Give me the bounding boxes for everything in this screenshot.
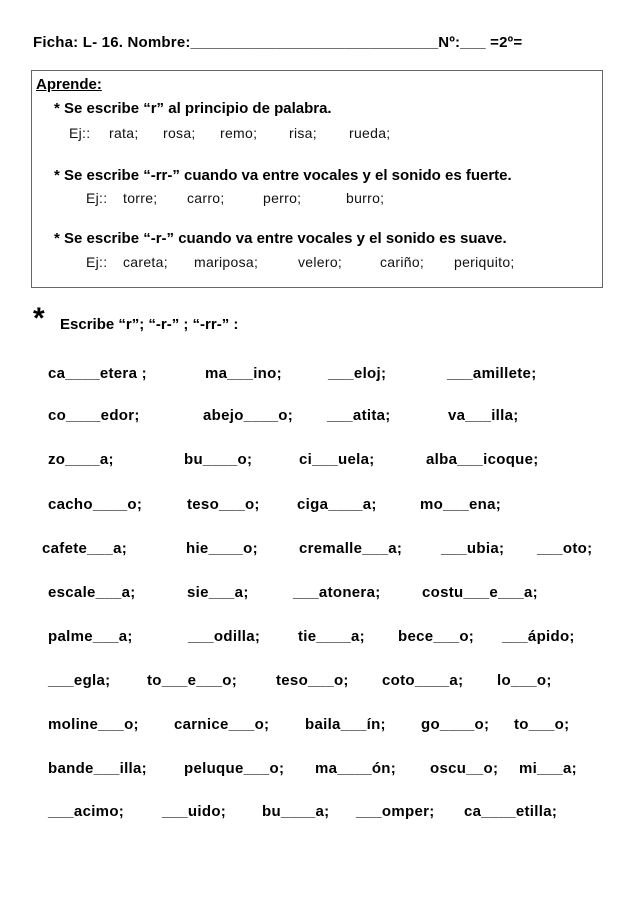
example-word: periquito; (454, 254, 515, 270)
fill-in-word: mo___ena; (420, 496, 502, 513)
exercise-row (0, 496, 638, 516)
fill-in-word: ___eloj; (328, 365, 387, 382)
fill-in-word: ma____ón; (315, 760, 397, 777)
example-label: Ej:: (69, 125, 91, 141)
fill-in-word: abejo____o; (203, 407, 294, 424)
learn-box (31, 70, 603, 288)
fill-in-word: go____o; (421, 716, 490, 733)
fill-in-word: peluque___o; (184, 760, 285, 777)
fill-in-word: cacho____o; (48, 496, 143, 513)
fill-in-word: escale___a; (48, 584, 136, 601)
example-word: risa; (289, 125, 317, 141)
fill-in-word: alba___icoque; (426, 451, 539, 468)
fill-in-word: hie____o; (186, 540, 258, 557)
example-word: velero; (298, 254, 343, 270)
example-word: careta; (123, 254, 168, 270)
exercise-row (0, 672, 638, 692)
example-word: rueda; (349, 125, 391, 141)
fill-in-word: bu____a; (262, 803, 330, 820)
rule-double-rr: * Se escribe “-rr-” cuando va entre vocales y el sonido es fuerte. (54, 167, 512, 184)
fill-in-word: to___o; (514, 716, 570, 733)
example-word: torre; (123, 190, 158, 206)
fill-in-word: cafete___a; (42, 540, 128, 557)
fill-in-word: sie___a; (187, 584, 249, 601)
fill-in-word: bu____o; (184, 451, 253, 468)
exercise-row (0, 760, 638, 780)
fill-in-word: palme___a; (48, 628, 133, 645)
fill-in-word: co____edor; (48, 407, 140, 424)
fill-in-word: bece___o; (398, 628, 475, 645)
fill-in-word: ca____etera ; (48, 365, 147, 382)
example-word: cariño; (380, 254, 425, 270)
exercise-row (0, 365, 638, 385)
rule-initial-r: * Se escribe “r” al principio de palabra. (54, 100, 332, 117)
fill-in-word: ciga____a; (297, 496, 377, 513)
example-word: rata; (109, 125, 139, 141)
asterisk-icon: * (33, 302, 45, 335)
exercise-row (0, 540, 638, 560)
example-label: Ej:: (86, 254, 108, 270)
instruction-text: Escribe “r”; “-r-” ; “-rr-” : (60, 316, 239, 333)
learn-title: Aprende: (36, 76, 102, 93)
fill-in-word: ___egla; (48, 672, 111, 689)
fill-in-word: ___acimo; (48, 803, 125, 820)
fill-in-word: ___omper; (356, 803, 435, 820)
exercise-row (0, 451, 638, 471)
example-word: rosa; (163, 125, 196, 141)
fill-in-word: ___uido; (162, 803, 227, 820)
example-word: mariposa; (194, 254, 259, 270)
fill-in-word: bande___illa; (48, 760, 147, 777)
fill-in-word: costu___e___a; (422, 584, 538, 601)
fill-in-word: mi___a; (519, 760, 577, 777)
fill-in-word: ma___ino; (205, 365, 282, 382)
exercise-row (0, 584, 638, 604)
fill-in-word: teso___o; (276, 672, 349, 689)
fill-in-word: tie____a; (298, 628, 365, 645)
rule-single-r: * Se escribe “-r-” cuando va entre vocales y el sonido es suave. (54, 230, 507, 247)
fill-in-word: moline___o; (48, 716, 139, 733)
worksheet-header: Ficha: L- 16. Nombre:_____________________________Nº:___ =2º= (33, 34, 523, 51)
fill-in-word: cremalle___a; (299, 540, 403, 557)
exercise-row (0, 716, 638, 736)
example-word: remo; (220, 125, 258, 141)
fill-in-word: to___e___o; (147, 672, 238, 689)
fill-in-word: ___ápido; (502, 628, 575, 645)
fill-in-word: oscu__o; (430, 760, 499, 777)
fill-in-word: baila___ín; (305, 716, 386, 733)
example-word: burro; (346, 190, 385, 206)
example-word: carro; (187, 190, 225, 206)
fill-in-word: zo____a; (48, 451, 114, 468)
example-word: perro; (263, 190, 302, 206)
example-label: Ej:: (86, 190, 108, 206)
fill-in-word: lo___o; (497, 672, 552, 689)
fill-in-word: ca____etilla; (464, 803, 558, 820)
fill-in-word: ___amillete; (447, 365, 537, 382)
fill-in-word: ___atita; (327, 407, 391, 424)
fill-in-word: coto____a; (382, 672, 464, 689)
fill-in-word: carnice___o; (174, 716, 270, 733)
exercise-row (0, 628, 638, 648)
fill-in-word: ci___uela; (299, 451, 375, 468)
fill-in-word: va___illa; (448, 407, 519, 424)
exercise-row (0, 803, 638, 823)
fill-in-word: ___atonera; (293, 584, 381, 601)
exercise-row (0, 407, 638, 427)
fill-in-word: ___odilla; (188, 628, 261, 645)
fill-in-word: teso___o; (187, 496, 260, 513)
fill-in-word: ___oto; (537, 540, 593, 557)
fill-in-word: ___ubia; (441, 540, 505, 557)
